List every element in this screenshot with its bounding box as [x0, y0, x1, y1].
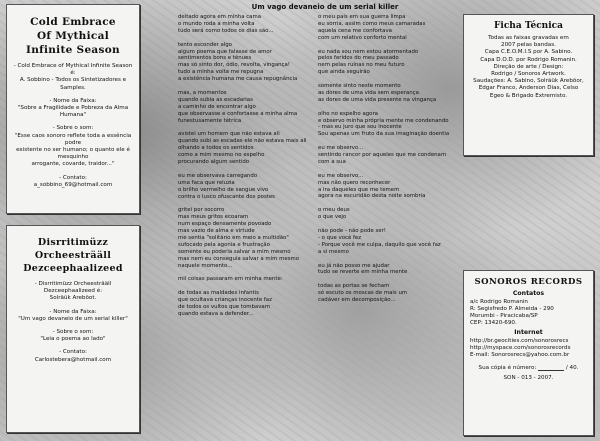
- poem-line: eu me observava carregando: [178, 172, 258, 179]
- ficha-lines: [470, 35, 587, 100]
- poem-stanza: [178, 207, 318, 269]
- poem-line: naquele momento...: [178, 262, 233, 269]
- poem-line: - o que você fez: [318, 234, 362, 241]
- poem-stanza: [178, 42, 318, 83]
- poem-line: sentimentos bons e tênues: [178, 55, 252, 62]
- poem-line: que ocultava crianças inocente faz: [178, 297, 272, 304]
- poem-line: eu sorria, assim como meus camaradas: [318, 20, 426, 27]
- address: a/c Rodrigo Romanin R: Segisfredo P. Almeida - 290 Morumbi - Piracicaba/SP CEP: 13420-690.: [470, 299, 554, 326]
- ficha-line: 2007 pelas bandas.: [501, 42, 556, 49]
- band-name-disrritimuzz: Disrritimüzz Orcheesträäll Dezceephaalizeed: [23, 237, 123, 274]
- ficha-line: Capa D.O.D. por Rodrigo Romanin.: [480, 56, 577, 63]
- poem-stanza: [318, 283, 458, 304]
- poem-line: a caminho de encontrar algo: [178, 103, 256, 110]
- catalog-number: SON - 013 - 2007.: [503, 375, 554, 381]
- poem-line: a existência humana me causa repugnância: [178, 76, 298, 83]
- link[interactable]: http://myspace.com/sonorosrecords: [470, 345, 571, 351]
- contact-email: Carlostebera@hotmail.com: [34, 356, 112, 363]
- poem-line: num espaço densamente povoado: [178, 221, 272, 228]
- poem-line: tento esconder algo: [178, 41, 232, 48]
- about-label: - Sobre o som:: [52, 125, 94, 132]
- poem-stanza: [178, 90, 318, 125]
- ficha-line: Todas as faixas gravadas em: [488, 35, 569, 41]
- poem-line: quando subi as escadas ele não estava mais ali: [178, 138, 307, 145]
- track-name: "Sobre a Fragilidade e Pobreza da Alma Humana": [17, 105, 129, 119]
- poem-line: mas não quero reconhecer: [318, 179, 391, 186]
- poem-line: mas vazio de alma e virtude: [178, 228, 255, 235]
- poem-line: o meu deus: [318, 207, 350, 214]
- poem-stanza: [318, 145, 458, 166]
- ficha-title: Ficha Técnica: [494, 21, 563, 31]
- poem-line: agora na escuridão desta noite sombria: [318, 193, 426, 200]
- poem-line: eu já não posso me ajudar: [318, 262, 390, 269]
- poem-line: - mas eu juro que sou inocente: [318, 124, 402, 131]
- about-text: "Leia o poema ao lado": [40, 336, 106, 343]
- poem-line: o que vejo: [318, 214, 347, 221]
- poem-line: me sentia "solitário em meio a multidão": [178, 234, 289, 241]
- poem-stanza: [318, 228, 458, 256]
- poem-line: nem pelas ruínas no meu futuro: [318, 62, 405, 69]
- poem-stanza: [318, 207, 458, 221]
- poem-line: - Porque você me culpa, daquilo que você faz: [318, 241, 441, 248]
- poem-stanza: [178, 14, 318, 35]
- poem-line: e observo minha própria mente me condenando: [318, 117, 449, 124]
- poem-line: tudo se reverte em minha mente: [318, 269, 408, 276]
- poem-line: funestusamente tétrica: [178, 117, 242, 124]
- poem-stanza: [178, 173, 318, 201]
- poem-line: cadáver em decomposição...: [318, 297, 396, 304]
- label-panel-sonoros: [463, 270, 594, 436]
- poem-line: contra o lusco ofuscante dos postes: [178, 193, 275, 200]
- poem-stanza: [318, 263, 458, 277]
- contact-label: - Contato:: [59, 349, 87, 356]
- poem-stanza: [178, 290, 318, 318]
- poem-line: mas só sinto dor, ódio, revolta, vingança!: [178, 62, 290, 69]
- poem-line: de todos os vultos que tombavam: [178, 303, 270, 310]
- label-logo: SONOROS RECORDS: [474, 277, 583, 287]
- copy-number-line: Sua cópia é número: / 40.: [478, 365, 579, 371]
- poem-line: quando estava a defender...: [178, 310, 254, 317]
- band-panel-disrritimuzz: [6, 225, 140, 433]
- ficha-line: Edgar Franco, Anderson Dias, Celso: [478, 85, 579, 92]
- poem-line: que observasse e confortasse a minha alma: [178, 110, 298, 117]
- poem-line: eu nada sou nem estou atormentado: [318, 48, 419, 55]
- poem-stanza: [318, 49, 458, 77]
- poem-stanza: [318, 111, 458, 139]
- poem-line: pelos feridos do meu passado: [318, 55, 399, 62]
- poem-stanza: [318, 173, 458, 201]
- poem-line: sufocado pela agonia e frustração: [178, 241, 270, 248]
- poem-line: mil coisas passaram em minha mente:: [178, 276, 283, 283]
- about-label: - Sobre o som:: [52, 329, 94, 336]
- ficha-line: Saudações: A. Sabino, Solräük Arebõor,: [473, 78, 584, 85]
- poem-line: procurando algum sentido: [178, 158, 250, 165]
- track-name: "Um vago devaneio de um serial killer": [18, 315, 128, 322]
- poem-line: uma faca que reluzia: [178, 179, 235, 186]
- poem-line: mas, a momentos: [178, 89, 227, 96]
- poem-line: as dores de uma vida presente na vingança: [318, 96, 437, 103]
- poem-line: avistei um homem que não estava ali: [178, 131, 280, 138]
- poem-line: o mundo roda a minha volta: [178, 20, 255, 27]
- poem-line: mas meus gritos ecoaram: [178, 214, 249, 221]
- poem-line: as dores de uma vida sem esperança: [318, 89, 419, 96]
- poem-column-right: [318, 14, 458, 311]
- ficha-line: Capa C.E.O.M.I.S por A. Sabino.: [484, 49, 573, 56]
- poem-line: somente eu poderia salvar a mim mesmo: [178, 248, 291, 255]
- poem-stanza: [178, 276, 318, 283]
- ficha-line: Rodrigo / Sonoros Artwork.: [491, 71, 566, 78]
- poem-stanza: [178, 131, 318, 166]
- ficha-line: Egeo & Brigado Extremisto.: [489, 92, 568, 99]
- copy-number-blank: [538, 365, 564, 371]
- poem-line: todas as portas se fecham: [318, 283, 390, 290]
- ficha-tecnica-panel: [463, 14, 594, 156]
- poem-line: a si mesmo: [318, 248, 349, 255]
- poem-stanza: [318, 14, 458, 42]
- poem-line: não pode - não pode ser!: [318, 227, 386, 234]
- band-panel-cold-embrace: [6, 4, 140, 214]
- poem-line: com um relativo conforto mental: [318, 34, 407, 41]
- contact-email: a_sobbino_69@hotmail.com: [33, 181, 113, 188]
- poem-line: algum poema que falasse de amor: [178, 48, 272, 55]
- poem-line: aquela cena me confortava: [318, 27, 392, 34]
- link[interactable]: http://br.geocities.com/sonorosrecs: [470, 338, 569, 344]
- poem-line: o meu pais em sua guerra limpa: [318, 14, 406, 20]
- poem-line: tudo a minha volta me repugna: [178, 69, 264, 76]
- poem-line: Sou apenas um fruto da sua imaginação doentia: [318, 131, 450, 138]
- poem-line: quando subia as escadarias: [178, 96, 253, 103]
- poem-line: como a mim mesmo no espelho: [178, 152, 265, 159]
- poem-line: o brilho vermelho de sangue vivo: [178, 186, 269, 193]
- poem-column-left: [178, 14, 318, 325]
- poem-title: Um vago devaneio de um serial killer: [251, 3, 399, 11]
- poem-stanza: [318, 83, 458, 104]
- poem-line: eu me observo...: [318, 145, 364, 152]
- poem-line: olho no espelho agora: [318, 110, 378, 117]
- internet-label: Internet: [514, 329, 543, 336]
- poem-line: tudo será como todos os dias são...: [178, 27, 274, 34]
- poem-line: somente sinto neste momento: [318, 83, 401, 90]
- poem-line: com a sua: [318, 158, 346, 165]
- band-credit: - Cold Embrace of Mythical Infinite Season é: A. Sobbino - Todos os Sintetizadores e Samples.: [13, 63, 133, 91]
- poem-line: gritei por socorro: [178, 207, 225, 214]
- poem-line: de todas as maldades infantis: [178, 290, 259, 297]
- track-label: - Nome da Faixa:: [49, 308, 97, 315]
- poem-line: eu me observo...: [318, 172, 364, 179]
- links: [470, 338, 587, 359]
- poem-line: deitado agora em minha cama: [178, 14, 262, 20]
- poem-line: só escuto os moscas de mais um: [318, 290, 408, 297]
- band-credit: - Disrritimüzz Orcheesträäll Dezceephaalizeed é: Solräük Arebõot.: [34, 281, 112, 302]
- track-label: - Nome da Faixa:: [49, 97, 97, 104]
- contacts-label: Contatos: [512, 290, 545, 297]
- email-link[interactable]: E-mail: Sonorosrecs@yahoo.com.br: [470, 352, 570, 358]
- poem-line: olhando a todos os sentidos: [178, 145, 254, 152]
- band-name-cold-embrace: Cold Embrace Of Mythical Infinite Season: [26, 16, 120, 56]
- ficha-line: Direção de arte / Design:: [493, 63, 564, 70]
- poem-line: mas nem eu conseguia salvar a mim mesmo: [178, 255, 300, 262]
- poem-line: sentindo rancor por aqueles que me condenam: [318, 152, 447, 159]
- poem-line: a ira daqueles que me temem: [318, 186, 400, 193]
- contact-label: - Contato:: [59, 174, 87, 181]
- poem-line: que ainda seguirão: [318, 69, 370, 76]
- about-text: "Esse caos sonoro reflete toda a essência podre existente no ser humano; o quanto ele é mesquinho arrogante, covarde, traidor...": [14, 132, 132, 168]
